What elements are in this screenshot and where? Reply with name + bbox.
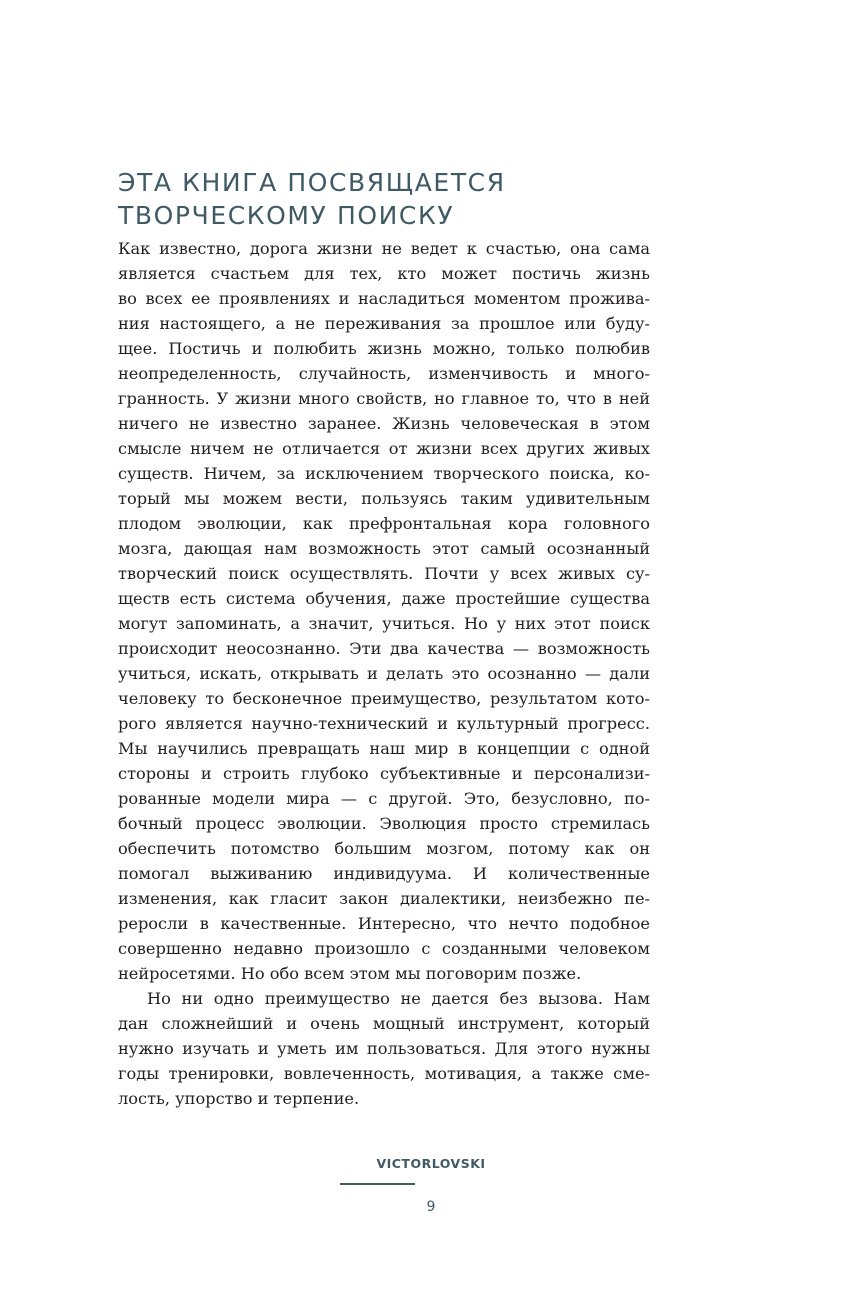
- text-line: дан сложнейший и очень мощный инструмент, который: [118, 1014, 650, 1033]
- text-line: лость, упорство и терпение.: [118, 1089, 360, 1108]
- text-line: творческий поиск осуществлять. Почти у всех живых су-: [118, 564, 650, 583]
- body-text: [118, 236, 650, 1111]
- text-line: мозга, дающая нам возможность этот самый осознанный: [118, 539, 650, 558]
- text-line: Как известно, дорога жизни не ведет к счастью, она сама: [118, 239, 650, 258]
- text-line: годы тренировки, вовлеченность, мотивация, а также сме-: [118, 1064, 650, 1083]
- page-number: 9: [426, 1199, 436, 1215]
- text-line: могут запоминать, а значит, учиться. Но у них этот поиск: [118, 614, 650, 633]
- text-line: бочный процесс эволюции. Эволюция просто стремилась: [118, 814, 650, 833]
- chapter-heading: [118, 166, 678, 232]
- text-line: во всех ее проявлениях и насладиться моментом прожива-: [118, 289, 650, 308]
- text-line: ничего не известно заранее. Жизнь человеческая в этом: [118, 414, 650, 433]
- text-line: рованные модели мира — с другой. Это, безусловно, по-: [118, 789, 650, 808]
- text-line: происходит неосознанно. Эти два качества — возможность: [118, 639, 650, 658]
- text-line: щее. Постичь и полюбить жизнь можно, только полюбив: [118, 339, 650, 358]
- text-line: рого является научно-технический и культурный прогресс.: [118, 714, 650, 733]
- text-line: торый мы можем вести, пользуясь таким удивительным: [118, 489, 650, 508]
- chapter-heading-line: ТВОРЧЕСКОМУ ПОИСКУ: [118, 201, 455, 230]
- text-line: является счастьем для тех, кто может постичь жизнь: [118, 264, 650, 283]
- text-line: помогал выживанию индивидуума. И количественные: [118, 864, 650, 883]
- text-line: плодом эволюции, как префронтальная кора головного: [118, 514, 650, 533]
- text-line: ществ есть система обучения, даже простейшие существа: [118, 589, 650, 608]
- paragraph: [118, 986, 650, 1111]
- text-line: смысле ничем не отличается от жизни всех других живых: [118, 439, 650, 458]
- text-line: ния настоящего, а не переживания за прошлое или буду-: [118, 314, 650, 333]
- text-line: нужно изучать и уметь им пользоваться. Для этого нужны: [118, 1039, 650, 1058]
- text-line: Но ни одно преимущество не дается без вызова. Нам: [147, 989, 650, 1008]
- text-line: учиться, искать, открывать и делать это осознанно — дали: [118, 664, 650, 683]
- text-line: реросли в качественные. Интересно, что нечто подобное: [118, 914, 650, 933]
- paragraph: [118, 236, 650, 986]
- text-line: человеку то бесконечное преимущество, результатом кото-: [118, 689, 650, 708]
- text-line: совершенно недавно произошло с созданными человеком: [118, 939, 650, 958]
- text-line: гранность. У жизни много свойств, но главное то, что в ней: [118, 389, 650, 408]
- text-line: существ. Ничем, за исключением творческого поиска, ко-: [118, 464, 650, 483]
- text-line: неопределенность, случайность, изменчивость и много-: [118, 364, 650, 383]
- publisher-logo: VICTORLOVSKI: [376, 1156, 486, 1171]
- text-line: обеспечить потомство большим мозгом, потому как он: [118, 839, 650, 858]
- logo-underline: [340, 1183, 415, 1185]
- text-line: стороны и строить глубоко субъективные и персонализи-: [118, 764, 650, 783]
- text-line: Мы научились превращать наш мир в концепции с одной: [118, 739, 650, 758]
- chapter-heading-line: ЭТА КНИГА ПОСВЯЩАЕТСЯ: [118, 168, 506, 197]
- text-line: нейросетями. Но обо всем этом мы поговорим позже.: [118, 964, 582, 983]
- text-line: изменения, как гласит закон диалектики, неизбежно пе-: [118, 889, 650, 908]
